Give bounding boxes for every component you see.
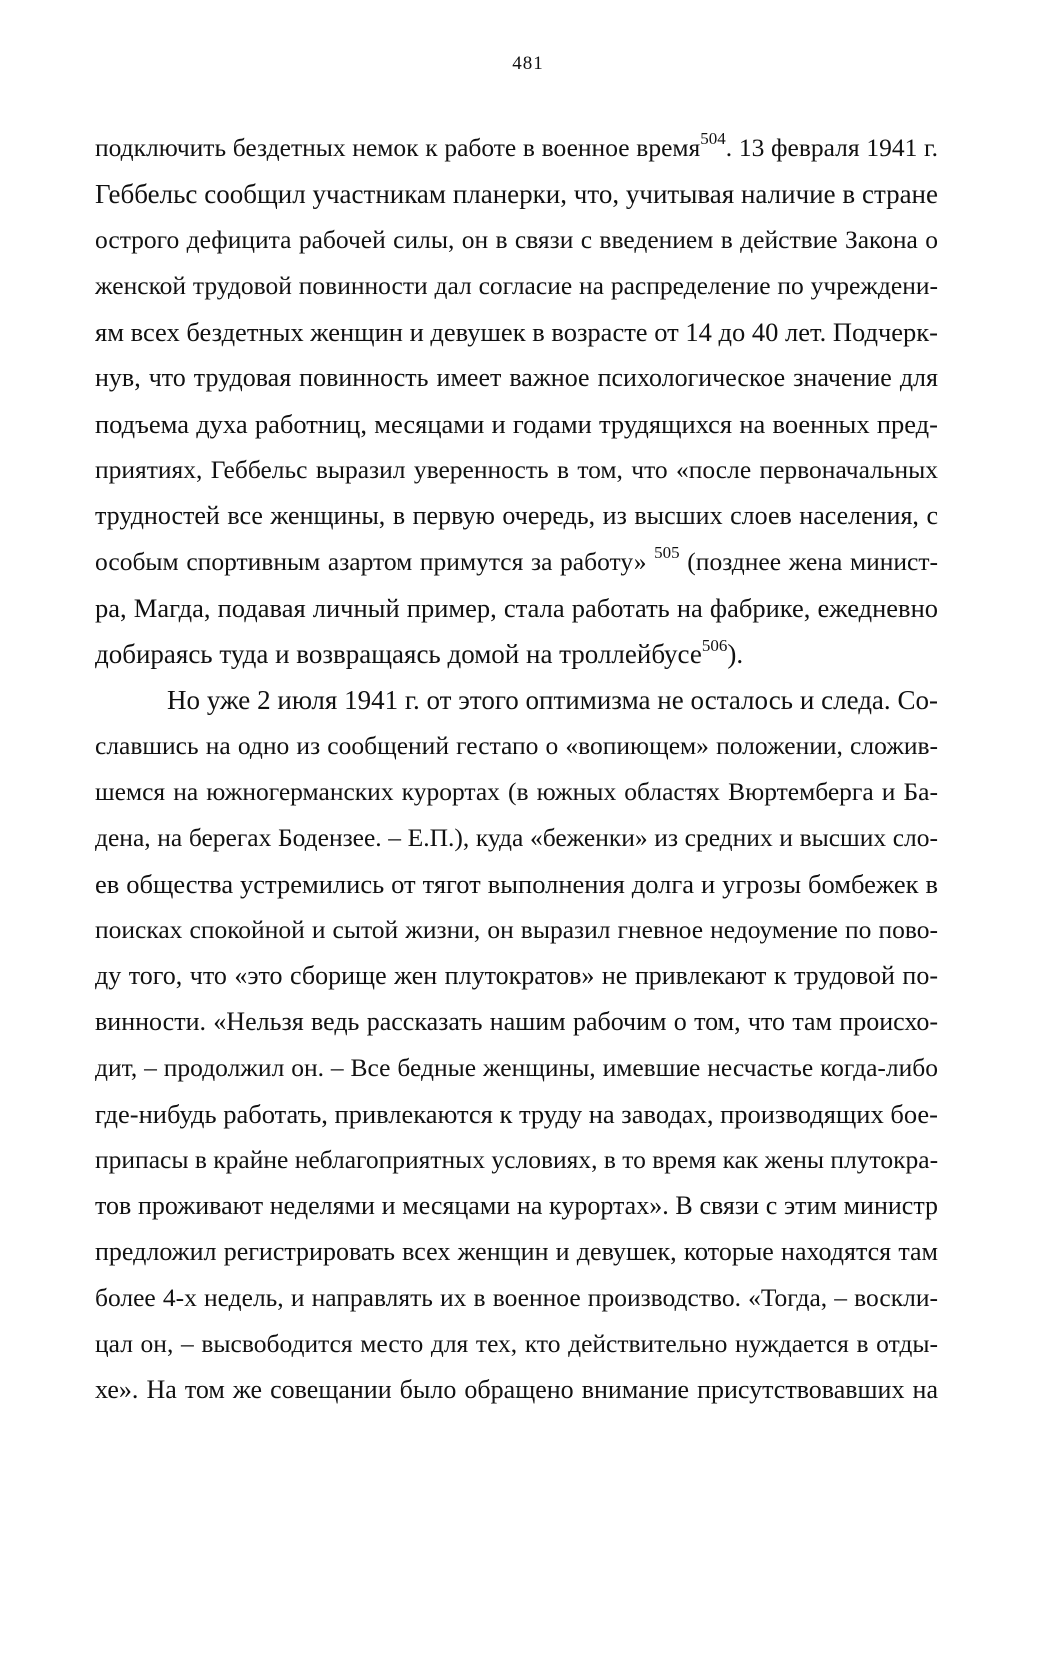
text-line: где-нибудь работать, привлекаются к труду на заводах, производящих бое-: [95, 1099, 938, 1129]
text-line: дена, на берегах Бодензее. – Е.П.), куда «беженки» из средних и высших сло-: [95, 823, 938, 852]
text-line: Геббельс сообщил участникам планерки, что, учитывая наличие в стране: [95, 179, 938, 209]
text-line: цал он, – высвободится место для тех, кто действительно нуждается в отды-: [95, 1329, 938, 1358]
text-line: нув, что трудовая повинность имеет важное психологическое значение для: [95, 363, 938, 392]
text-line: предложил регистрировать всех женщин и девушек, которые находятся там: [95, 1237, 938, 1266]
text-line: ра, Магда, подавая личный пример, стала работать на фабрике, ежедневно: [95, 593, 938, 623]
text-line: славшись на одно из сообщений гестапо о «вопиющем» положении, сложив-: [95, 731, 938, 760]
page-number: 481: [512, 53, 544, 74]
footnote-ref: 504: [700, 129, 726, 148]
text-line: добираясь туда и возвращаясь домой на троллейбусе$^{506}$).: [95, 636, 744, 669]
text-line: более 4-х недель, и направлять их в военное производство. «Тогда, – воскли-: [95, 1283, 938, 1312]
text-line: острого дефицита рабочей силы, он в связи с введением в действие Закона о: [95, 225, 938, 254]
text-line: ям всех бездетных женщин и девушек в возрасте от 14 до 40 лет. Подчерк-: [95, 317, 938, 347]
footnote-ref: 505: [654, 543, 680, 562]
text-line: шемся на южногерманских курортах (в южных областях Вюртемберга и Ба-: [95, 777, 938, 806]
footnote-ref: 506: [701, 636, 728, 655]
text-line: приятиях, Геббельс выразил уверенность в том, что «после первоначальных: [95, 455, 938, 484]
text-line: поисках спокойной и сытой жизни, он выразил гневное недоумение по пово-: [95, 915, 938, 944]
text-line: ев общества устремились от тягот выполнения долга и угрозы бомбежек в: [95, 869, 938, 899]
text-line: подъема духа работниц, месяцами и годами трудящихся на военных пред-: [95, 409, 938, 439]
text-line: трудностей все женщины, в первую очередь, из высших слоев населения, с: [95, 501, 938, 530]
text-line: припасы в крайне неблагоприятных условиях, в то время как жены плутокра-: [95, 1145, 939, 1174]
text-line: тов проживают неделями и месяцами на курортах». В связи с этим министр: [95, 1191, 938, 1220]
text-line: ду того, что «это сборище жен плутократов» не привлекают к трудовой по-: [95, 961, 938, 990]
text-line: особым спортивным азартом примутся за работу» $^{505}$ (позднее жена минист-: [95, 543, 938, 576]
text-line: дит, – продолжил он. – Все бедные женщины, имевшие несчастье когда-либо: [95, 1053, 938, 1082]
text-line: Но уже 2 июля 1941 г. от этого оптимизма не осталось и следа. Со-: [167, 685, 938, 715]
text-line: хе». На том же совещании было обращено внимание присутствовавших на: [95, 1375, 938, 1404]
text-line: винности. «Нельзя ведь рассказать нашим рабочим о том, что там происхо-: [95, 1007, 938, 1036]
text-line: женской трудовой повинности дал согласие на распределение по учреждени-: [95, 271, 938, 300]
text-line: подключить бездетных немок к работе в военное время$^{504}$. 13 февраля 1941 г.: [95, 129, 938, 162]
